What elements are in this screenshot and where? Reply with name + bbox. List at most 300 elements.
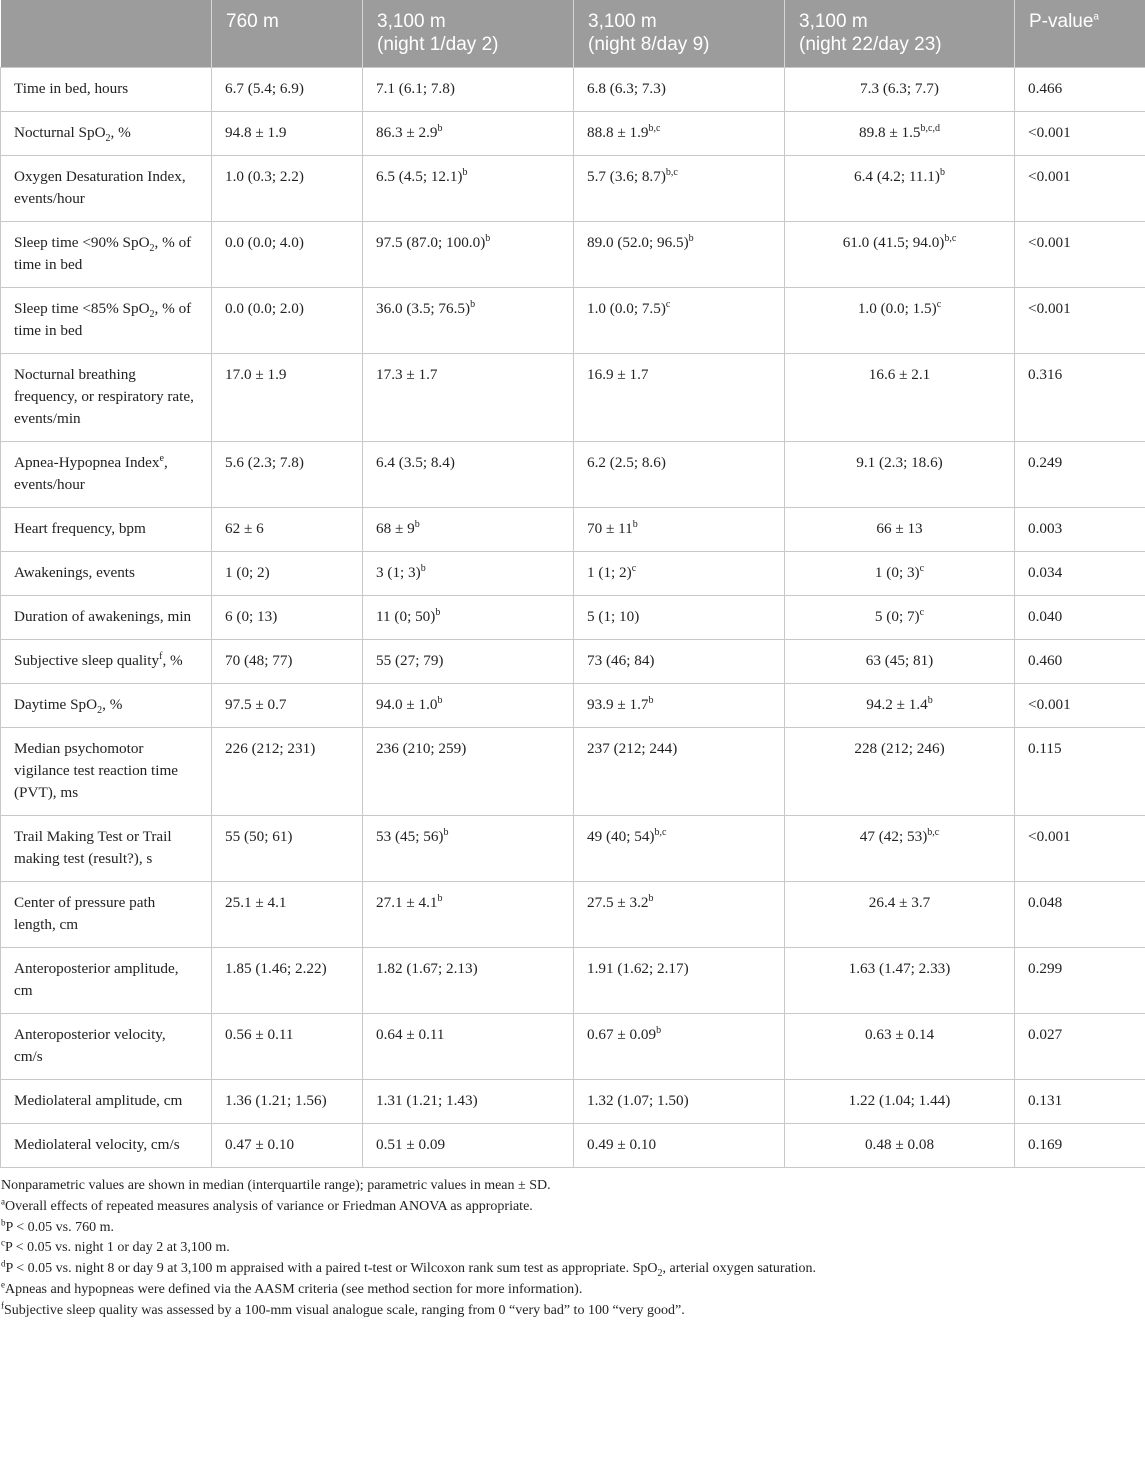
subscript-mark: 2 (149, 309, 155, 321)
text-run: <0.001 (1028, 124, 1071, 141)
text-run: 5 (0; 7) (874, 608, 920, 625)
text-run: 0.048 (1028, 894, 1063, 911)
text-run: 0.169 (1028, 1136, 1063, 1153)
value-cell (574, 156, 785, 222)
superscript-mark: b (414, 518, 420, 530)
text-run: 6.7 (5.4; 6.9) (225, 80, 304, 97)
text-run: 1 (0; 3) (874, 564, 920, 581)
table-header (1, 0, 1145, 68)
value-cell (363, 684, 574, 728)
superscript-mark: b (443, 826, 449, 838)
text-run: 63 (45; 81) (865, 652, 934, 669)
text-run: 94.0 ± 1.0 (376, 696, 438, 713)
text-run: 226 (212; 231) (225, 740, 316, 757)
pvalue-cell (1015, 1080, 1145, 1124)
text-run: 27.1 ± 4.1 (376, 894, 438, 911)
text-run: 36.0 (3.5; 76.5) (376, 300, 471, 317)
value-cell (212, 354, 363, 442)
table-row (1, 728, 1145, 816)
row-label (1, 354, 212, 442)
value-cell (212, 552, 363, 596)
superscript-mark: b (437, 694, 443, 706)
pvalue-cell (1015, 112, 1145, 156)
text-run: Overall effects of repeated measures analysis of variance or Friedman ANOVA as appropriate. (5, 1198, 533, 1214)
row-label (1, 442, 212, 508)
text-run: , % (110, 124, 131, 141)
text-run: 11 (0; 50) (376, 608, 436, 625)
text-run: 0.0 (0.0; 2.0) (225, 300, 304, 317)
text-run: 66 ± 13 (876, 520, 923, 537)
text-run: 0.51 ± 0.09 (376, 1136, 446, 1153)
text-run: 53 (45; 56) (376, 828, 444, 845)
header-line: 3,100 m (377, 11, 446, 32)
value-cell (212, 816, 363, 882)
value-cell (785, 816, 1015, 882)
header-cell-night22 (785, 0, 1015, 68)
text-run: 0.56 ± 0.11 (225, 1026, 294, 1043)
header-line: 3,100 m (588, 11, 657, 32)
row-label (1, 1080, 212, 1124)
value-cell (363, 288, 574, 354)
superscript-mark: b (927, 694, 933, 706)
footnote (1, 1238, 1145, 1259)
superscript-mark: b,c (927, 826, 940, 838)
header-line: P-value (1029, 11, 1094, 32)
text-run: 7.3 (6.3; 7.7) (860, 80, 939, 97)
value-cell (574, 596, 785, 640)
header-cell-pvalue (1015, 0, 1145, 68)
table-row (1, 640, 1145, 684)
text-run: 0.027 (1028, 1026, 1063, 1043)
row-label (1, 684, 212, 728)
table-row (1, 882, 1145, 948)
superscript-mark: e (159, 452, 164, 464)
superscript-mark: e (1, 1279, 5, 1290)
value-cell (785, 552, 1015, 596)
text-run: 5 (1; 10) (587, 608, 640, 625)
text-run: , % of time in bed (14, 234, 192, 273)
pvalue-cell (1015, 442, 1145, 508)
pvalue-cell (1015, 156, 1145, 222)
text-run: Apnea-Hypopnea Index (14, 454, 160, 471)
value-cell (363, 882, 574, 948)
value-cell (363, 442, 574, 508)
value-cell (212, 68, 363, 112)
table-row (1, 1014, 1145, 1080)
text-run: , arterial oxygen saturation. (662, 1261, 817, 1277)
value-cell (574, 816, 785, 882)
text-run: 73 (46; 84) (587, 652, 655, 669)
text-run: 5.6 (2.3; 7.8) (225, 454, 304, 471)
value-cell (574, 442, 785, 508)
pvalue-cell (1015, 1014, 1145, 1080)
header-cell-night1 (363, 0, 574, 68)
text-run: 1.32 (1.07; 1.50) (587, 1092, 689, 1109)
footnote (1, 1176, 1145, 1197)
value-cell (363, 728, 574, 816)
superscript-mark: b (437, 892, 443, 904)
row-label (1, 1124, 212, 1168)
text-run: 236 (210; 259) (376, 740, 467, 757)
header-line: 3,100 m (799, 11, 868, 32)
text-run: 16.6 ± 2.1 (868, 366, 931, 383)
text-run: 237 (212; 244) (587, 740, 678, 757)
text-run: Center of pressure path length, cm (14, 894, 156, 933)
row-label (1, 816, 212, 882)
text-run: 1.82 (1.67; 2.13) (376, 960, 478, 977)
text-run: Sleep time <85% SpO (14, 300, 150, 317)
table-footnotes (0, 1168, 1145, 1322)
table-row (1, 552, 1145, 596)
text-run: 228 (212; 246) (854, 740, 945, 757)
value-cell (212, 442, 363, 508)
text-run: 55 (50; 61) (225, 828, 293, 845)
value-cell (363, 68, 574, 112)
superscript-mark: c (919, 606, 925, 618)
value-cell (574, 1014, 785, 1080)
header-superscript: a (1093, 11, 1099, 23)
row-label (1, 222, 212, 288)
text-run: 16.9 ± 1.7 (587, 366, 649, 383)
value-cell (212, 882, 363, 948)
pvalue-cell (1015, 354, 1145, 442)
superscript-mark: b (648, 694, 654, 706)
header-cell-760m (212, 0, 363, 68)
text-run: P < 0.05 vs. 760 m. (5, 1219, 114, 1235)
pvalue-cell (1015, 222, 1145, 288)
text-run: 1.22 (1.04; 1.44) (848, 1092, 951, 1109)
value-cell (574, 112, 785, 156)
row-label (1, 640, 212, 684)
value-cell (574, 1080, 785, 1124)
text-run: 0.64 ± 0.11 (376, 1026, 445, 1043)
text-run: Anteroposterior velocity, cm/s (14, 1026, 166, 1065)
text-run: Nocturnal breathing frequency, or respiratory rate, events/min (14, 366, 194, 427)
value-cell (574, 882, 785, 948)
value-cell (574, 552, 785, 596)
header-line: (night 8/day 9) (588, 34, 710, 55)
header-line: 760 m (226, 11, 279, 32)
pvalue-cell (1015, 508, 1145, 552)
text-run: 9.1 (2.3; 18.6) (856, 454, 943, 471)
text-run: 1 (0; 2) (225, 564, 270, 581)
value-cell (363, 816, 574, 882)
superscript-mark: b (462, 166, 468, 178)
value-cell (785, 68, 1015, 112)
text-run: 5.7 (3.6; 8.7) (587, 168, 666, 185)
superscript-mark: b,c,d (920, 122, 940, 134)
value-cell (785, 882, 1015, 948)
table-row (1, 1124, 1145, 1168)
text-run: Median psychomotor vigilance test reaction time (PVT), ms (14, 740, 179, 801)
value-cell (574, 948, 785, 1014)
text-run: 68 ± 9 (376, 520, 415, 537)
row-label (1, 596, 212, 640)
text-run: Nocturnal SpO (14, 124, 106, 141)
footnote (1, 1280, 1145, 1301)
row-label (1, 728, 212, 816)
text-run: Trail Making Test or Trail making test (result?), s (14, 828, 172, 867)
text-run: 0.249 (1028, 454, 1063, 471)
text-run: 0.47 ± 0.10 (225, 1136, 295, 1153)
value-cell (785, 728, 1015, 816)
value-cell (574, 354, 785, 442)
table-row (1, 684, 1145, 728)
pvalue-cell (1015, 288, 1145, 354)
pvalue-cell (1015, 552, 1145, 596)
value-cell (785, 640, 1015, 684)
text-run: 0.466 (1028, 80, 1063, 97)
text-run: 7.1 (6.1; 7.8) (376, 80, 455, 97)
value-cell (574, 684, 785, 728)
superscript-mark: b,c (654, 826, 667, 838)
superscript-mark: b (632, 518, 638, 530)
text-run: 6.8 (6.3; 7.3) (587, 80, 666, 97)
text-run: P < 0.05 vs. night 8 or day 9 at 3,100 m appraised with a paired t-test or Wilcoxon rank sum test as appropriate. SpO (5, 1261, 658, 1277)
text-run: <0.001 (1028, 828, 1071, 845)
text-run: 6.2 (2.5; 8.6) (587, 454, 666, 471)
subscript-mark: 2 (97, 705, 103, 717)
text-run: 93.9 ± 1.7 (587, 696, 649, 713)
text-run: Mediolateral velocity, cm/s (14, 1136, 180, 1153)
value-cell (363, 948, 574, 1014)
table-row (1, 816, 1145, 882)
text-run: 49 (40; 54) (587, 828, 655, 845)
text-run: 89.8 ± 1.5 (859, 124, 921, 141)
text-run: 0.63 ± 0.14 (864, 1026, 935, 1043)
pvalue-cell (1015, 816, 1145, 882)
superscript-mark: c (665, 298, 671, 310)
footnote (1, 1197, 1145, 1218)
superscript-mark: d (1, 1258, 6, 1269)
superscript-mark: f (159, 650, 163, 662)
row-label (1, 68, 212, 112)
value-cell (574, 288, 785, 354)
value-cell (363, 354, 574, 442)
pvalue-cell (1015, 1124, 1145, 1168)
text-run: 97.5 ± 0.7 (225, 696, 287, 713)
superscript-mark: f (1, 1300, 4, 1311)
value-cell (785, 156, 1015, 222)
text-run: 1.0 (0.3; 2.2) (225, 168, 304, 185)
value-cell (785, 112, 1015, 156)
text-run: 6.5 (4.5; 12.1) (376, 168, 463, 185)
text-run: 0.034 (1028, 564, 1063, 581)
row-label (1, 882, 212, 948)
text-run: , % of time in bed (14, 300, 192, 339)
row-label (1, 552, 212, 596)
subscript-mark: 2 (149, 243, 155, 255)
superscript-mark: b (1, 1216, 6, 1227)
value-cell (212, 684, 363, 728)
text-run: Heart frequency, bpm (14, 520, 146, 537)
value-cell (212, 1124, 363, 1168)
superscript-mark: b (939, 166, 945, 178)
superscript-mark: c (1, 1237, 5, 1248)
text-run: 61.0 (41.5; 94.0) (842, 234, 945, 251)
text-run: 3 (1; 3) (376, 564, 421, 581)
text-run: 94.2 ± 1.4 (866, 696, 928, 713)
value-cell (785, 222, 1015, 288)
text-run: Apneas and hypopneas were defined via the AASM criteria (see method section for more information). (5, 1281, 583, 1297)
text-run: Anteroposterior amplitude, cm (14, 960, 179, 999)
value-cell (363, 1080, 574, 1124)
text-run: 1.0 (0.0; 1.5) (857, 300, 937, 317)
text-run: 70 ± 11 (587, 520, 633, 537)
text-run: 6 (0; 13) (225, 608, 278, 625)
superscript-mark: c (631, 562, 637, 574)
table-row (1, 112, 1145, 156)
text-run: 26.4 ± 3.7 (868, 894, 931, 911)
header-line: (night 1/day 2) (377, 34, 499, 55)
value-cell (574, 508, 785, 552)
text-run: 17.0 ± 1.9 (225, 366, 287, 383)
value-cell (363, 552, 574, 596)
text-run: 6.4 (4.2; 11.1) (854, 168, 940, 185)
superscript-mark: b (470, 298, 476, 310)
value-cell (574, 68, 785, 112)
text-run: Nonparametric values are shown in median (interquartile range); parametric values in mean ± SD. (1, 1178, 551, 1193)
pvalue-cell (1015, 640, 1145, 684)
value-cell (212, 222, 363, 288)
footnote (1, 1301, 1145, 1322)
text-run: 17.3 ± 1.7 (376, 366, 438, 383)
value-cell (574, 728, 785, 816)
superscript-mark: b (648, 892, 654, 904)
text-run: 47 (42; 53) (859, 828, 928, 845)
superscript-mark: c (936, 298, 942, 310)
pvalue-cell (1015, 882, 1145, 948)
text-run: Awakenings, events (14, 564, 135, 581)
value-cell (785, 684, 1015, 728)
value-cell (212, 288, 363, 354)
footnote (1, 1218, 1145, 1239)
text-run: P < 0.05 vs. night 1 or day 2 at 3,100 m. (5, 1240, 230, 1256)
row-label (1, 508, 212, 552)
superscript-mark: b (688, 232, 694, 244)
text-run: <0.001 (1028, 300, 1071, 317)
text-run: 0.131 (1028, 1092, 1063, 1109)
table-row (1, 508, 1145, 552)
row-label (1, 288, 212, 354)
value-cell (785, 442, 1015, 508)
value-cell (212, 508, 363, 552)
header-line: (night 22/day 23) (799, 34, 942, 55)
table-row (1, 1080, 1145, 1124)
value-cell (212, 1080, 363, 1124)
superscript-mark: c (919, 562, 925, 574)
superscript-mark: b (656, 1024, 662, 1036)
table-row (1, 354, 1145, 442)
subscript-mark: 2 (105, 133, 111, 145)
text-run: 0.460 (1028, 652, 1063, 669)
text-run: 6.4 (3.5; 8.4) (376, 454, 455, 471)
superscript-mark: b (485, 232, 491, 244)
text-run: 0.49 ± 0.10 (587, 1136, 657, 1153)
header-cell-night8 (574, 0, 785, 68)
table-row (1, 68, 1145, 112)
value-cell (363, 1124, 574, 1168)
value-cell (574, 640, 785, 684)
value-cell (212, 728, 363, 816)
table-row (1, 596, 1145, 640)
row-label (1, 948, 212, 1014)
value-cell (785, 1124, 1015, 1168)
pvalue-cell (1015, 948, 1145, 1014)
value-cell (363, 640, 574, 684)
superscript-mark: b,c (648, 122, 661, 134)
text-run: 0.316 (1028, 366, 1063, 383)
text-run: 70 (48; 77) (225, 652, 293, 669)
text-run: Sleep time <90% SpO (14, 234, 150, 251)
value-cell (212, 596, 363, 640)
text-run: 62 ± 6 (225, 520, 264, 537)
row-label (1, 1014, 212, 1080)
table-row (1, 948, 1145, 1014)
text-run: 0.115 (1028, 740, 1062, 757)
table-row (1, 156, 1145, 222)
value-cell (785, 596, 1015, 640)
value-cell (785, 1080, 1015, 1124)
table-row (1, 222, 1145, 288)
row-label (1, 156, 212, 222)
text-run: 1 (1; 2) (587, 564, 632, 581)
subscript-mark: 2 (657, 1267, 663, 1279)
value-cell (785, 288, 1015, 354)
superscript-mark: b (437, 122, 443, 134)
value-cell (785, 354, 1015, 442)
text-run: 55 (27; 79) (376, 652, 444, 669)
superscript-mark: b (420, 562, 426, 574)
value-cell (574, 1124, 785, 1168)
text-run: , % (162, 652, 183, 669)
value-cell (785, 508, 1015, 552)
text-run: 0.0 (0.0; 4.0) (225, 234, 304, 251)
superscript-mark: b,c (665, 166, 678, 178)
text-run: Oxygen Desaturation Index, events/hour (14, 168, 186, 207)
text-run: 25.1 ± 4.1 (225, 894, 287, 911)
text-run: 0.040 (1028, 608, 1063, 625)
pvalue-cell (1015, 68, 1145, 112)
value-cell (785, 1014, 1015, 1080)
text-run: 1.63 (1.47; 2.33) (848, 960, 951, 977)
value-cell (363, 1014, 574, 1080)
text-run: 89.0 (52.0; 96.5) (587, 234, 689, 251)
table-row (1, 442, 1145, 508)
value-cell (363, 508, 574, 552)
text-run: 1.85 (1.46; 2.22) (225, 960, 327, 977)
row-label (1, 112, 212, 156)
text-run: 1.36 (1.21; 1.56) (225, 1092, 327, 1109)
text-run: <0.001 (1028, 234, 1071, 251)
pvalue-cell (1015, 684, 1145, 728)
text-run: 94.8 ± 1.9 (225, 124, 287, 141)
text-run: 88.8 ± 1.9 (587, 124, 649, 141)
footnote (1, 1259, 1145, 1280)
text-run: Mediolateral amplitude, cm (14, 1092, 183, 1109)
text-run: 86.3 ± 2.9 (376, 124, 438, 141)
value-cell (212, 156, 363, 222)
text-run: Subjective sleep quality was assessed by a 100-mm visual analogue scale, ranging from 0 “very bad” to 100 “very good”. (4, 1302, 685, 1318)
value-cell (212, 948, 363, 1014)
text-run: Duration of awakenings, min (14, 608, 192, 625)
value-cell (212, 640, 363, 684)
text-run: <0.001 (1028, 168, 1071, 185)
header-row (1, 0, 1145, 68)
text-run: 1.0 (0.0; 7.5) (587, 300, 666, 317)
value-cell (363, 112, 574, 156)
text-run: 97.5 (87.0; 100.0) (376, 234, 486, 251)
